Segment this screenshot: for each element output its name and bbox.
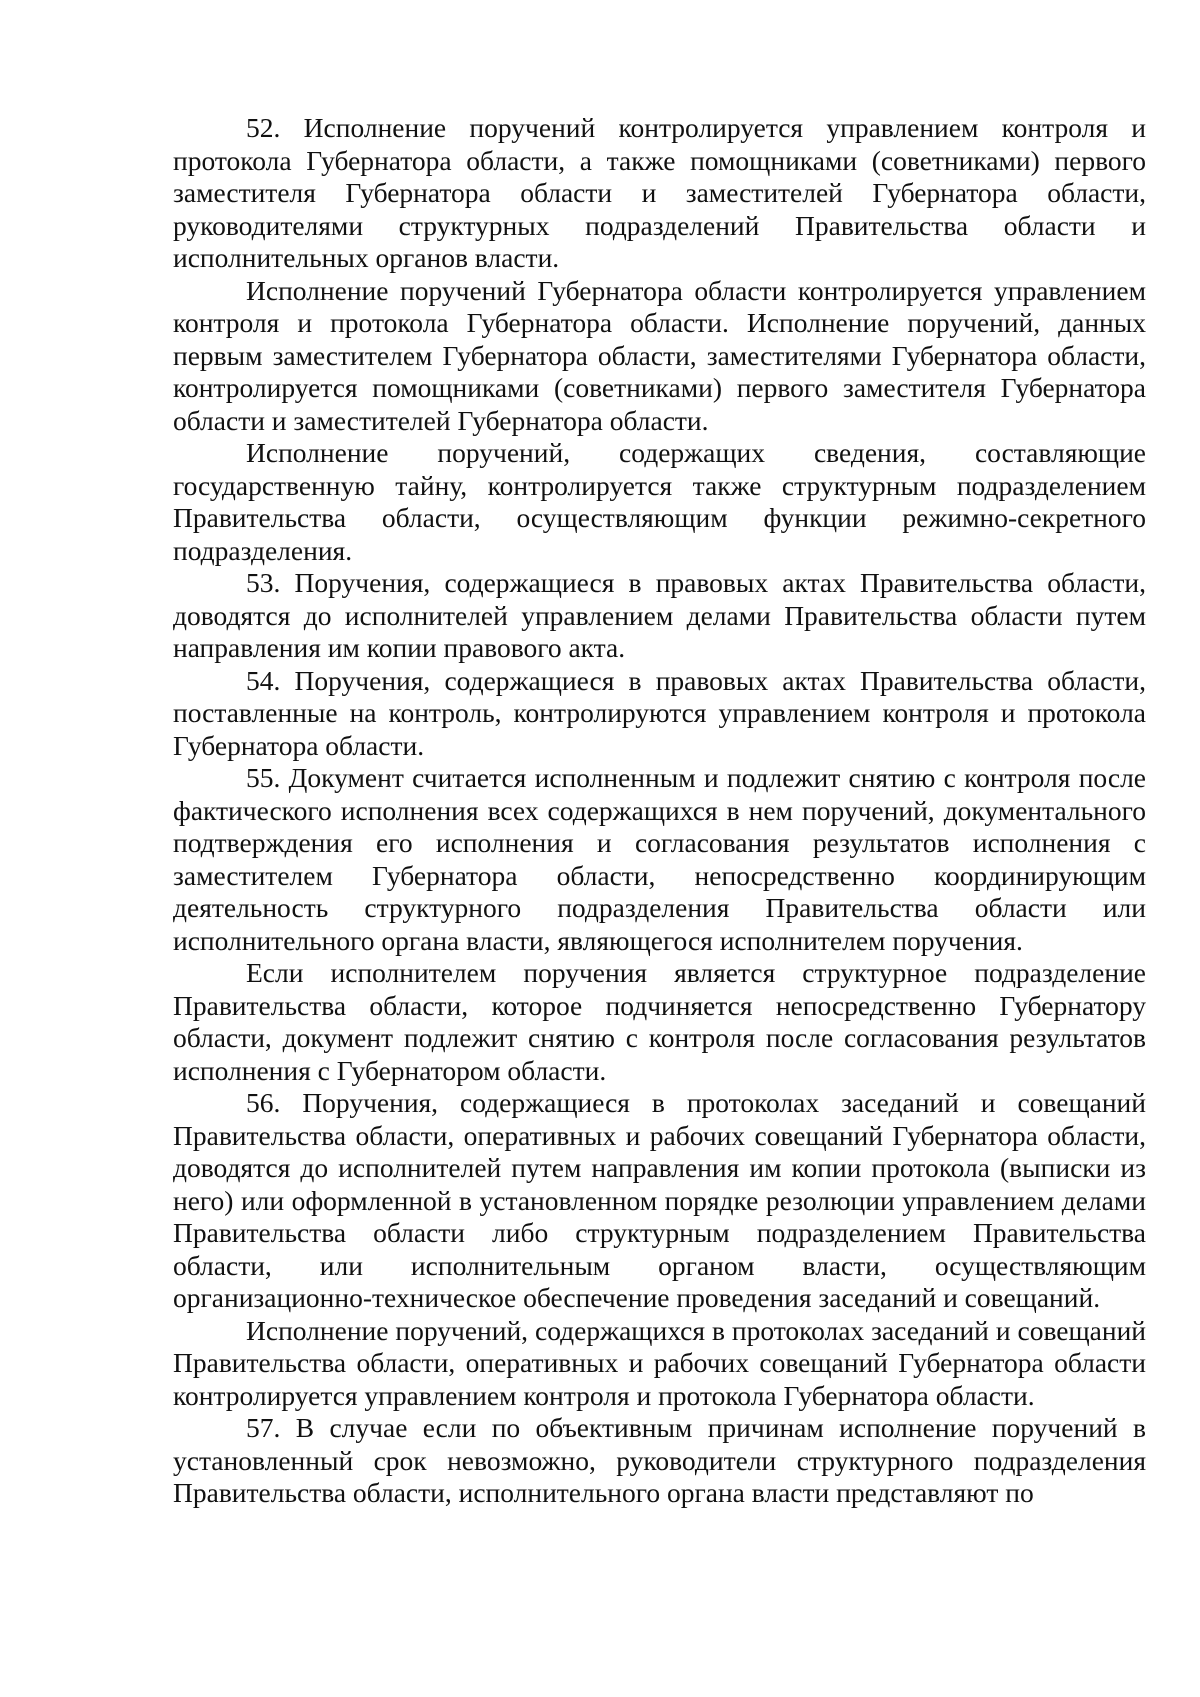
paragraph-55: 55. Документ считается исполненным и подлежит снятию с контроля после фактического исполнения всех содержащихся в нем поручений, документального подтверждения его исполнения и согласования результатов исполнения с заместителем Губернатора области, непосредственно координирующим деятельность структурного подразделения Правительства области или исполнительного органа власти, являющегося исполнителем поручения. [173,762,1146,956]
paragraph-57: 57. В случае если по объективным причинам исполнение поручений в установленный срок невозможно, руководители структурного подразделения Правительства области, исполнительного органа власти представляют по [173,1412,1146,1508]
paragraph-protocol-orders-control: Исполнение поручений, содержащихся в протоколах заседаний и совещаний Правительства области, оперативных и рабочих совещаний Губернатора области контролируется управлением контроля и протокола Губернатора области. [173,1314,1146,1411]
paragraph-52: 52. Исполнение поручений контролируется управлением контроля и протокола Губернатора области, а также помощниками (советниками) первого заместителя Губернатора области и заместителей Губернатора области, руководителями структурных подразделений Правительства области и исполнительных органов власти. [173,112,1146,273]
paragraph-54: 54. Поручения, содержащиеся в правовых актах Правительства области, поставленные на контроль, контролируются управлением контроля и протокола Губернатора области. [173,664,1146,761]
paragraph-state-secret-control: Исполнение поручений, содержащих сведения, составляющие государственную тайну, контролируется также структурным подразделением Правительства области, осуществляющим функции режимно-секретного подразделения. [173,437,1146,566]
paragraph-56: 56. Поручения, содержащиеся в протоколах заседаний и совещаний Правительства области, оперативных и рабочих совещаний Губернатора области, доводятся до исполнителей путем направления им копии протокола (выписки из него) или оформленной в установленном порядке резолюции управлением делами Правительства области либо структурным подразделением Правительства области, или исполнительным органом власти, осуществляющим организационно-техническое обеспечение проведения заседаний и совещаний. [173,1087,1146,1313]
document-page [173,112,1146,1510]
paragraph-53: 53. Поручения, содержащиеся в правовых актах Правительства области, доводятся до исполнителей управлением делами Правительства области путем направления им копии правового акта. [173,567,1146,663]
paragraph-subordinate-division: Если исполнителем поручения является структурное подразделение Правительства области, которое подчиняется непосредственно Губернатору области, документ подлежит снятию с контроля после согласования результатов исполнения с Губернатором области. [173,957,1146,1086]
paragraph-governor-orders-control: Исполнение поручений Губернатора области контролируется управлением контроля и протокола Губернатора области. Исполнение поручений, данных первым заместителем Губернатора области, заместителями Губернатора области, контролируется помощниками (советниками) первого заместителя Губернатора области и заместителей Губернатора области. [173,274,1146,436]
